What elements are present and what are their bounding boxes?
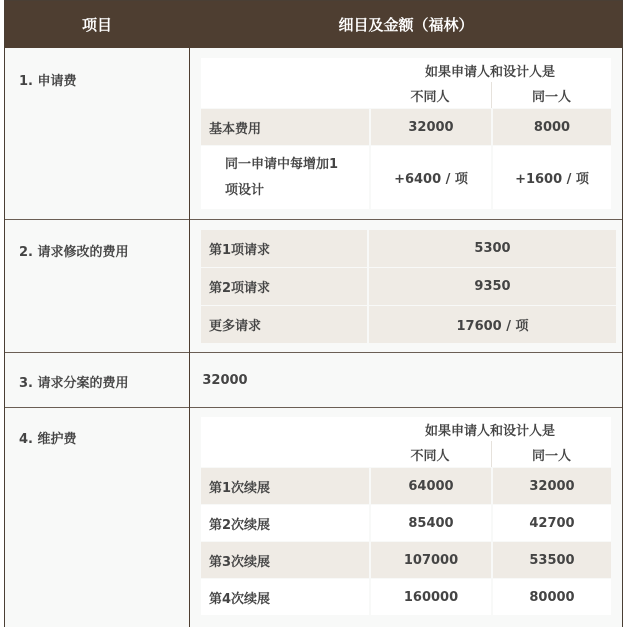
row-value-same: 53500 [493,542,611,578]
column-same: 同一人 [491,441,611,467]
row-name-line1: 同一申请中每增加1 [225,156,339,172]
section-maintenance-fee [5,408,622,627]
row-name-multiline [201,146,369,209]
row-name: 第4次续展 [201,579,369,615]
row-value-different: 160000 [371,579,491,615]
column-different: 不同人 [369,82,491,108]
maintenance-fee-subtable [201,417,611,617]
row-value-same: 80000 [493,579,611,615]
section-label: 2. 请求修改的费用 [19,245,129,260]
header-detail-amount: 细目及金额（福林） [190,1,622,48]
row-name: 第3次续展 [201,542,369,578]
subtable-caption: 如果申请人和设计人是 [369,58,611,82]
row-name-line2: 项设计 [225,182,265,198]
row-value: 17600 / 项 [369,306,616,343]
subtable-corner [201,417,369,467]
column-different: 不同人 [369,441,491,467]
section-label: 3. 请求分案的费用 [19,376,129,391]
row-value-different: 85400 [371,505,491,541]
amendment-fee-subtable [201,230,611,344]
section-amendment-fee [5,220,622,352]
row-value-different: +6400 / 项 [371,146,491,209]
subtable-corner [201,58,369,108]
section-division-fee [5,353,622,407]
row-name: 基本费用 [201,109,369,145]
fee-table [4,0,623,627]
subtable-caption: 如果申请人和设计人是 [369,417,611,441]
row-name: 更多请求 [201,306,367,343]
section-application-fee [5,48,622,219]
row-name: 第1项请求 [201,230,367,267]
row-name: 第2次续展 [201,505,369,541]
row-name: 第2项请求 [201,268,367,305]
row-value: 9350 [369,268,616,305]
column-divider [189,1,190,627]
header-item: 项目 [5,1,189,48]
row-value-same: +1600 / 项 [493,146,611,209]
row-name: 第1次续展 [201,468,369,504]
row-value-different: 64000 [371,468,491,504]
row-value-different: 107000 [371,542,491,578]
row-value-same: 32000 [493,468,611,504]
division-fee-value: 32000 [202,372,248,388]
application-fee-subtable [201,58,611,210]
row-value-same: 8000 [493,109,611,145]
row-value: 5300 [369,230,616,267]
row-value-same: 42700 [493,505,611,541]
column-same: 同一人 [491,82,611,108]
row-value-different: 32000 [371,109,491,145]
section-label: 4. 维护费 [19,432,77,447]
section-label: 1. 申请费 [19,74,77,89]
